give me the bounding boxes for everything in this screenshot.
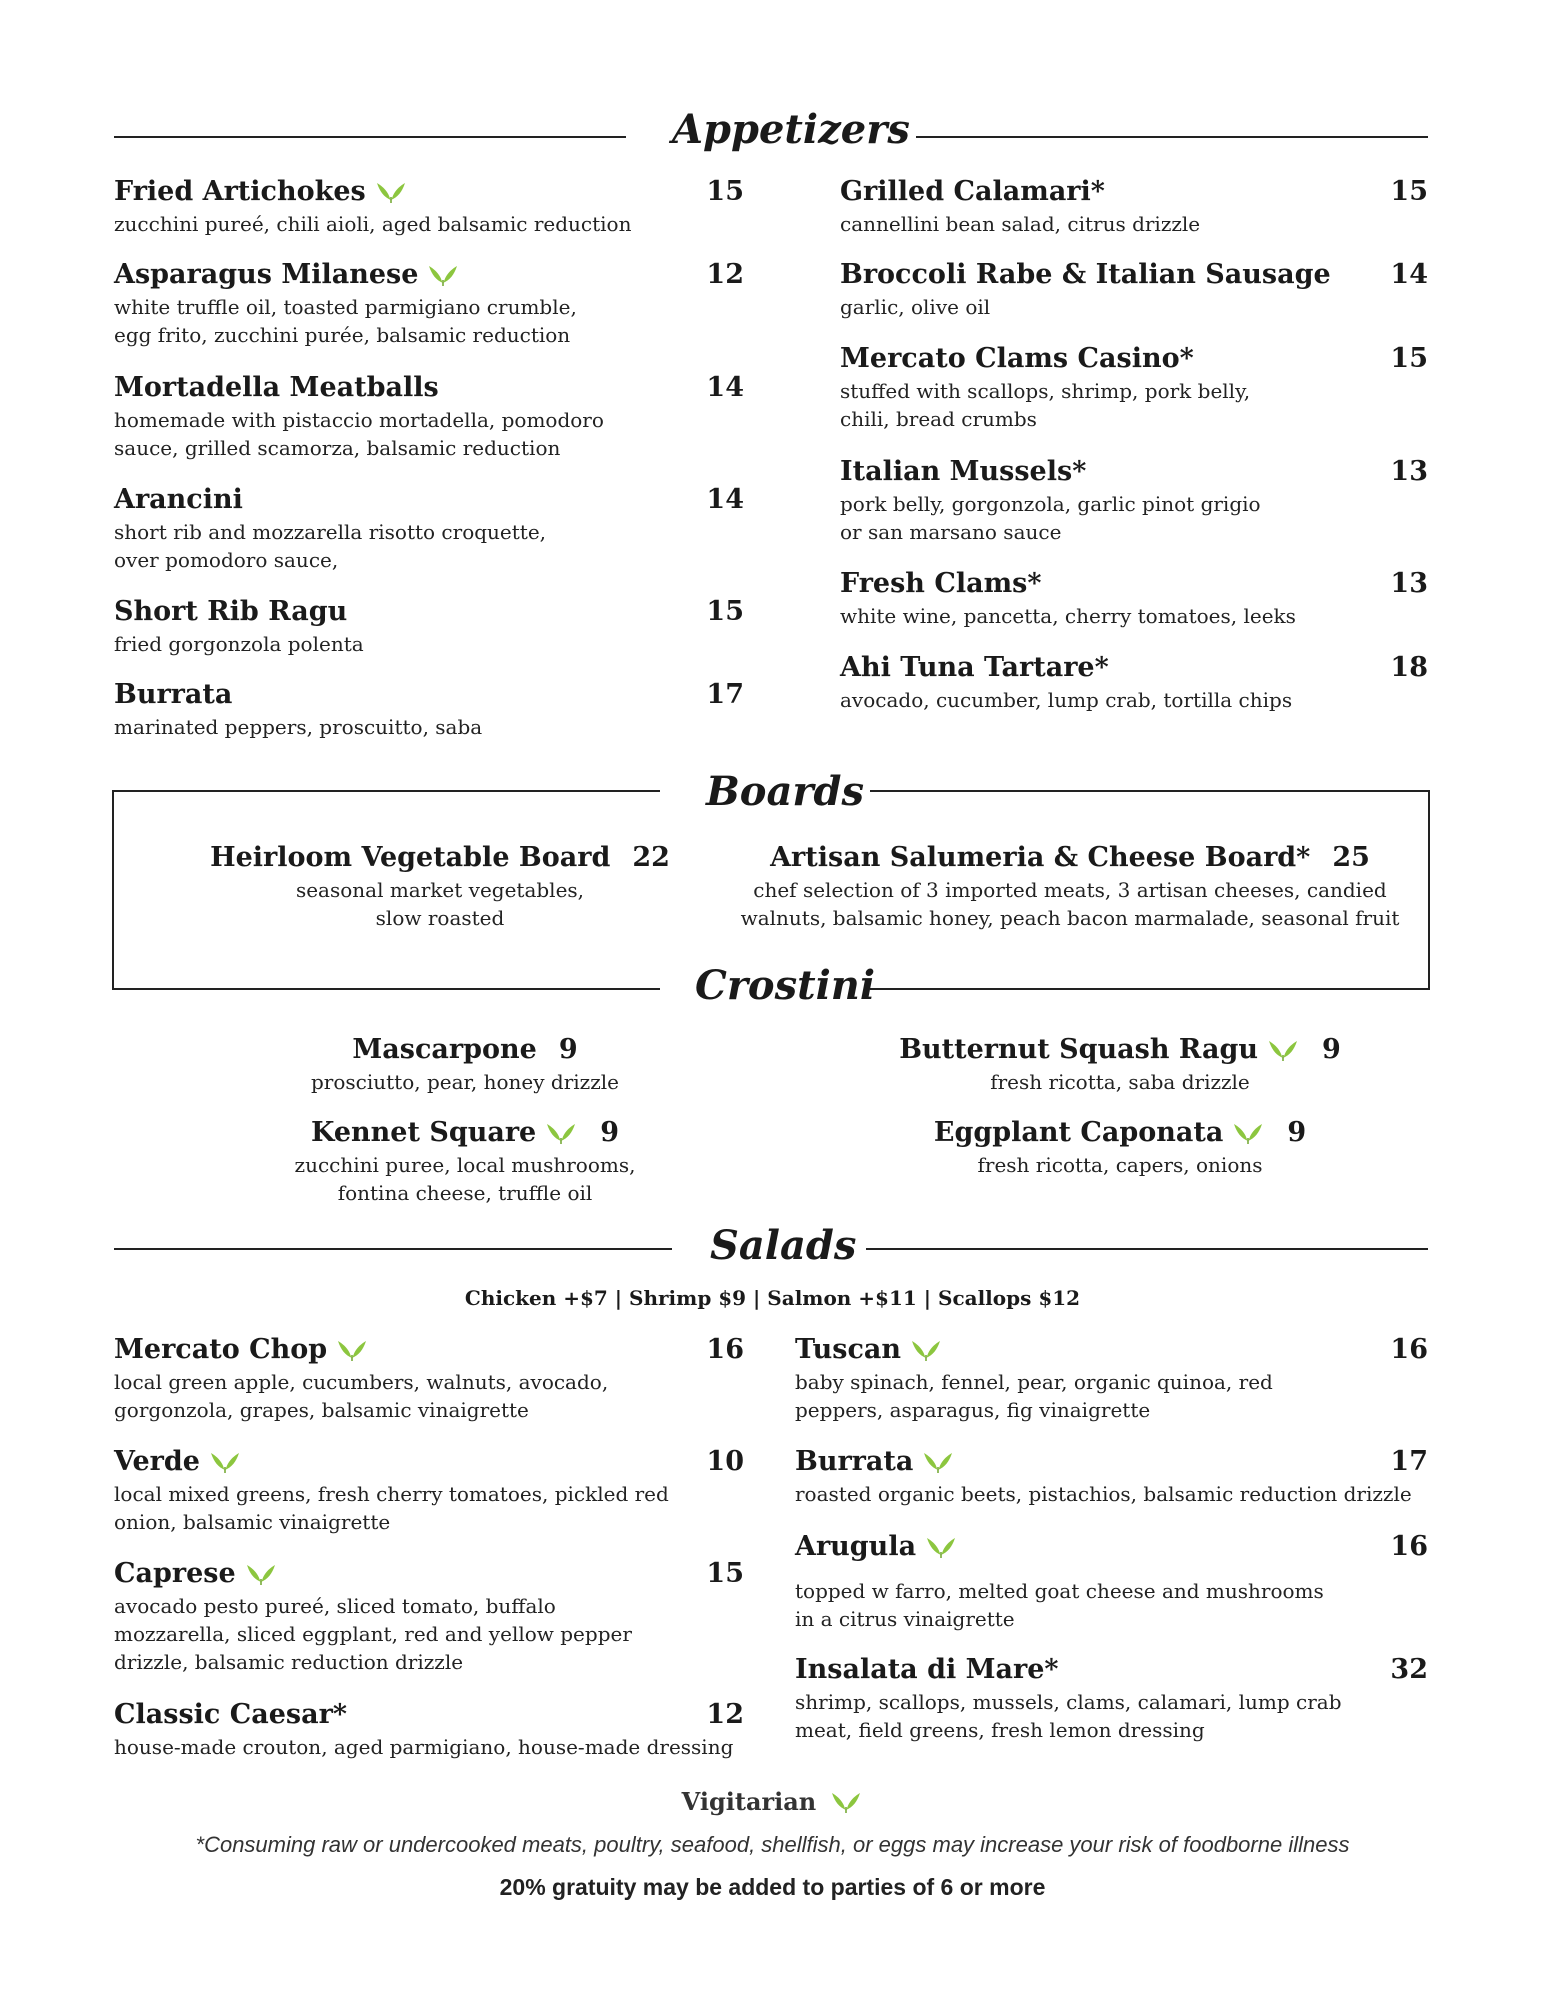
menu-item-description: walnuts, balsamic honey, peach bacon marmalade, seasonal fruit (740, 906, 1400, 930)
menu-item-name: Burrata (114, 679, 233, 710)
menu-item-description: gorgonzola, grapes, balsamic vinaigrette (114, 1398, 529, 1422)
menu-item-name: Classic Caesar* (114, 1699, 347, 1730)
menu-item-header (114, 174, 744, 210)
menu-item-name: Mercato Clams Casino* (840, 343, 1194, 374)
menu-item-description: zucchini pureé, chili aioli, aged balsamic reduction (114, 212, 632, 236)
menu-item-description: over pomodoro sauce, (114, 548, 339, 572)
menu-item-description: fresh ricotta, capers, onions (977, 1153, 1263, 1177)
menu-item-description: shrimp, scallops, mussels, clams, calamari, lump crab (795, 1690, 1342, 1714)
menu-item-price: 32 (1390, 1654, 1428, 1685)
menu-item (795, 1332, 1428, 1424)
menu-item-header (795, 1332, 1428, 1368)
menu-item-description: roasted organic beets, pistachios, balsamic reduction drizzle (795, 1482, 1412, 1506)
menu-item-description: avocado, cucumber, lump crab, tortilla chips (840, 688, 1293, 712)
menu-item-header (795, 1529, 1428, 1565)
menu-item-description: chef selection of 3 imported meats, 3 artisan cheeses, candied (753, 878, 1387, 902)
menu-item-description: zucchini puree, local mushrooms, (294, 1153, 636, 1177)
menu-item-header (114, 257, 744, 293)
menu-item-price: 16 (1390, 1531, 1428, 1562)
menu-item-price: 9 (1321, 1034, 1341, 1065)
boards-title: Boards (706, 768, 864, 815)
menu-item-price: 15 (706, 176, 744, 207)
menu-item-description: chili, bread crumbs (840, 407, 1037, 431)
menu-item-description: prosciutto, pear, honey drizzle (311, 1070, 619, 1094)
menu-item-name: Mercato Chop (114, 1334, 328, 1365)
menu-item (114, 482, 744, 574)
menu-item-name: Caprese (114, 1558, 236, 1589)
menu-item (840, 650, 1428, 714)
menu-item (840, 341, 1428, 433)
menu-item-description: sauce, grilled scamorza, balsamic reduction (114, 436, 561, 460)
menu-item-price: 9 (1287, 1117, 1307, 1148)
menu-item (860, 1032, 1380, 1096)
menu-item-name: Verde (114, 1446, 200, 1477)
leaf-icon (921, 1448, 955, 1474)
menu-item-name: Eggplant Caponata (933, 1117, 1224, 1148)
menu-item-name: Italian Mussels* (840, 456, 1087, 487)
menu-item-header (250, 1115, 680, 1151)
veg-legend-label: Vigitarian (681, 1787, 817, 1816)
menu-item-description: egg frito, zucchini purée, balsamic reduction (114, 323, 571, 347)
menu-item-price: 14 (1390, 259, 1428, 290)
raw-food-warning: *Consuming raw or undercooked meats, poultry, seafood, shellfish, or eggs may increase your risk of foodborne illness (195, 1832, 1350, 1857)
menu-item (114, 677, 744, 741)
menu-item-header (840, 566, 1428, 602)
menu-item-description: mozzarella, sliced eggplant, red and yellow pepper (114, 1622, 632, 1646)
menu-item-description: pork belly, gorgonzola, garlic pinot grigio (840, 492, 1261, 516)
menu-item-header (114, 1332, 744, 1368)
menu-item (114, 1697, 744, 1761)
menu-item-description: or san marsano sauce (840, 520, 1062, 544)
appetizers-title: Appetizers (672, 106, 910, 153)
menu-item-price: 17 (706, 679, 744, 710)
menu-item-name: Mascarpone (352, 1034, 537, 1065)
menu-item (114, 370, 744, 462)
menu-item-description: baby spinach, fennel, pear, organic quinoa, red (795, 1370, 1273, 1394)
menu-item-description: short rib and mozzarella risotto croquette, (114, 520, 547, 544)
menu-item-price: 25 (1332, 842, 1370, 873)
menu-item-name: Fresh Clams* (840, 568, 1042, 599)
menu-item-price: 15 (706, 1558, 744, 1589)
menu-item-price: 16 (1390, 1334, 1428, 1365)
menu-item-price: 13 (1390, 568, 1428, 599)
menu-item-description: meat, field greens, fresh lemon dressing (795, 1718, 1205, 1742)
menu-item-name: Broccoli Rabe & Italian Sausage (840, 259, 1331, 290)
menu-item-price: 9 (600, 1117, 620, 1148)
menu-item-header (114, 1556, 744, 1592)
menu-item-header (795, 1652, 1428, 1688)
menu-item-header (160, 840, 720, 876)
menu-item-description: garlic, olive oil (840, 295, 991, 319)
menu-item-description: onion, balsamic vinaigrette (114, 1510, 391, 1534)
leaf-icon (544, 1119, 578, 1145)
menu-item (840, 257, 1428, 321)
menu-item-name: Grilled Calamari* (840, 176, 1105, 207)
menu-item-header (840, 174, 1428, 210)
leaf-icon (335, 1336, 369, 1362)
menu-item-description: local green apple, cucumbers, walnuts, avocado, (114, 1370, 609, 1394)
menu-item-name: Burrata (795, 1446, 914, 1477)
salads-rule-left (114, 1248, 672, 1250)
menu-item (860, 1115, 1380, 1179)
menu-item-description: house-made crouton, aged parmigiano, house-made dressing (114, 1735, 734, 1759)
menu-item-header (114, 594, 744, 630)
leaf-icon (1231, 1119, 1265, 1145)
menu-item-price: 22 (632, 842, 670, 873)
menu-item-description: stuffed with scallops, shrimp, pork belly, (840, 379, 1251, 403)
menu-item-header (795, 1444, 1428, 1480)
gratuity-notice: 20% gratuity may be added to parties of 6 or more (499, 1874, 1046, 1900)
veg-legend (0, 1784, 1545, 1820)
menu-item-header (114, 1444, 744, 1480)
leaf-icon (924, 1533, 958, 1559)
menu-item-description: fried gorgonzola polenta (114, 632, 364, 656)
menu-item-price: 17 (1390, 1446, 1428, 1477)
menu-item-header (114, 482, 744, 518)
menu-item-header (840, 257, 1428, 293)
menu-item (795, 1529, 1428, 1633)
leaf-icon (1266, 1036, 1300, 1062)
menu-item-description: marinated peppers, proscuitto, saba (114, 715, 483, 739)
menu-item-name: Heirloom Vegetable Board (210, 842, 611, 873)
menu-item-name: Asparagus Milanese (114, 259, 419, 290)
leaf-icon (374, 178, 408, 204)
menu-item-price: 15 (1390, 343, 1428, 374)
menu-item-header (840, 650, 1428, 686)
appetizers-rule-right (916, 136, 1428, 138)
menu-item (114, 594, 744, 658)
menu-item-price: 15 (1390, 176, 1428, 207)
leaf-icon (208, 1448, 242, 1474)
menu-item (795, 1652, 1428, 1744)
menu-item (840, 566, 1428, 630)
menu-item (250, 1115, 680, 1207)
menu-item-price: 12 (706, 1699, 744, 1730)
menu-item (795, 1444, 1428, 1508)
menu-item-description: cannellini bean salad, citrus drizzle (840, 212, 1201, 236)
menu-item-header (114, 1697, 744, 1733)
menu-item-description: in a citrus vinaigrette (795, 1607, 1015, 1631)
menu-item (114, 174, 744, 238)
menu-item-price: 10 (706, 1446, 744, 1477)
menu-item-description: peppers, asparagus, fig vinaigrette (795, 1398, 1151, 1422)
menu-item-description: fontina cheese, truffle oil (337, 1181, 593, 1205)
crostini-title: Crostini (695, 962, 876, 1009)
menu-item-price: 13 (1390, 456, 1428, 487)
menu-item-price: 14 (706, 372, 744, 403)
menu-item-header (840, 454, 1428, 490)
menu-item-name: Short Rib Ragu (114, 596, 348, 627)
appetizers-rule-left (114, 136, 626, 138)
menu-item-header (860, 1032, 1380, 1068)
leaf-icon (909, 1336, 943, 1362)
menu-item (114, 1332, 744, 1424)
menu-item-name: Insalata di Mare* (795, 1654, 1059, 1685)
menu-item-description: fresh ricotta, saba drizzle (990, 1070, 1250, 1094)
menu-item-name: Artisan Salumeria & Cheese Board* (770, 842, 1311, 873)
leaf-icon (244, 1560, 278, 1586)
menu-item-header (860, 1115, 1380, 1151)
leaf-icon (426, 261, 460, 287)
menu-item-price: 14 (706, 484, 744, 515)
menu-item-name: Fried Artichokes (114, 176, 366, 207)
menu-item (114, 257, 744, 349)
salads-title: Salads (710, 1222, 857, 1269)
menu-item-description: local mixed greens, fresh cherry tomatoes, pickled red (114, 1482, 669, 1506)
menu-item-price: 18 (1390, 652, 1428, 683)
menu-item (720, 840, 1420, 932)
menu-item-name: Mortadella Meatballs (114, 372, 439, 403)
menu-item-header (720, 840, 1420, 876)
menu-item-description: seasonal market vegetables, (295, 878, 585, 902)
menu-item-name: Butternut Squash Ragu (899, 1034, 1258, 1065)
menu-item-header (250, 1032, 680, 1068)
menu-item-header (114, 677, 744, 713)
menu-item (840, 174, 1428, 238)
menu-item-description: white truffle oil, toasted parmigiano crumble, (114, 295, 577, 319)
menu-item-name: Tuscan (795, 1334, 902, 1365)
menu-item-name: Arugula (795, 1531, 917, 1562)
menu-item-name: Arancini (114, 484, 243, 515)
leaf-icon (829, 1788, 863, 1814)
menu-item-description: drizzle, balsamic reduction drizzle (114, 1650, 464, 1674)
menu-item-price: 9 (558, 1034, 578, 1065)
menu-item-header (114, 370, 744, 406)
menu-item (114, 1444, 744, 1536)
menu-item-description: topped w farro, melted goat cheese and mushrooms (795, 1579, 1324, 1603)
salad-addons: Chicken +$7 | Shrimp $9 | Salmon +$11 | Scallops $12 (464, 1286, 1081, 1310)
menu-item-description: avocado pesto pureé, sliced tomato, buffalo (114, 1594, 556, 1618)
menu-item-price: 16 (706, 1334, 744, 1365)
menu-item-header (840, 341, 1428, 377)
menu-item-description: homemade with pistaccio mortadella, pomodoro (114, 408, 604, 432)
menu-item-price: 12 (706, 259, 744, 290)
menu-item-name: Kennet Square (310, 1117, 537, 1148)
menu-item-description: white wine, pancetta, cherry tomatoes, leeks (840, 604, 1296, 628)
menu-item-description: slow roasted (375, 906, 505, 930)
menu-item (114, 1556, 744, 1676)
menu-item-price: 15 (706, 596, 744, 627)
menu-item (160, 840, 720, 932)
salads-rule-right (866, 1248, 1428, 1250)
menu-item (250, 1032, 680, 1096)
menu-item-name: Ahi Tuna Tartare* (840, 652, 1109, 683)
menu-item (840, 454, 1428, 546)
